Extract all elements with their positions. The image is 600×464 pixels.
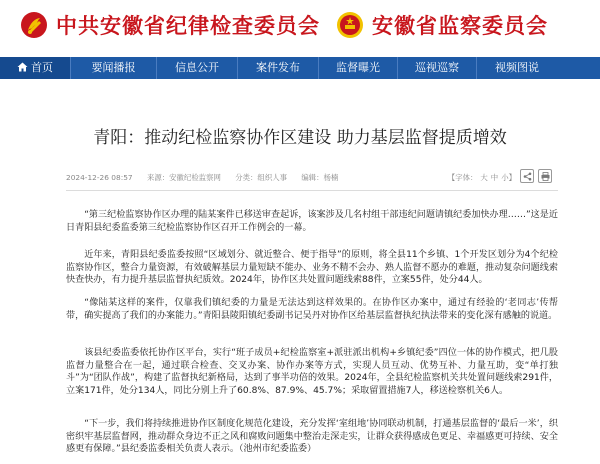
- article-category: 分类：组织人事: [235, 173, 287, 182]
- party-emblem-icon: [20, 11, 48, 39]
- national-emblem-icon: [336, 11, 364, 39]
- brand-left-title: 中共安徽省纪律检查委员会: [56, 13, 320, 38]
- article-paragraph: 近年来，青阳县纪委监委按照“区域划分、就近整合、便于指导”的原则，将全县11个乡镇、1个开发区划分为4个纪检监察协作区，整合力量资源，有效破解基层力量短缺不能办、业务不精不会办、熟人监督不愿办的难题，推动复杂问题线索快查快办，有力提升基层监督执纪质效。2024年，协作区共处置问题线索88件，立案55件，处分44人。: [66, 250, 558, 286]
- brand-left[interactable]: [20, 10, 320, 40]
- font-size-switcher: [448, 172, 516, 183]
- article-paragraph: “下一步，我们将持续推进协作区制度化规范化建设，充分发挥‘室组地’协同联动机制，打通基层监督的‘最后一米’，织密织牢基层监督网，推动群众身边不正之风和腐败问题集中整治走深走实，让群众获得感成色更足、幸福感更可持续、安全感更有保障。”县纪委监委相关负责人表示。（池州市纪委监委）: [66, 419, 558, 455]
- font-size-label: 【字体：: [447, 173, 478, 182]
- share-icon: [523, 172, 532, 181]
- home-icon: [17, 62, 28, 72]
- nav-item-exposure[interactable]: 监督曝光: [336, 61, 380, 74]
- print-button[interactable]: [538, 169, 552, 183]
- article-paragraph: “像陆某这样的案件，仅靠我们镇纪委的力量是无法达到这样效果的。在协作区办案中，通过有经验的‘老同志’传帮带，确实提高了我们的办案能力。”青阳县陵阳镇纪委副书记吴丹对协作区给基层监督执纪执法带来的变化深有感触的说道。: [66, 298, 558, 321]
- article-title: 青阳：推动纪检监察协作区建设 助力基层监督提质增效: [93, 128, 507, 148]
- meta-divider: [66, 190, 558, 191]
- font-size-small[interactable]: 小: [501, 173, 509, 182]
- article-tools: [520, 169, 552, 183]
- nav-item-home[interactable]: [0, 57, 70, 79]
- nav-item-video[interactable]: 视频图说: [495, 61, 539, 74]
- font-size-medium[interactable]: 中: [490, 173, 499, 182]
- nav-item-news[interactable]: 要闻播报: [91, 61, 136, 74]
- print-icon: [541, 172, 550, 181]
- share-button[interactable]: [520, 169, 534, 183]
- article-source: 来源：安徽纪检监察网: [146, 173, 221, 182]
- article-paragraph: 该县纪委监委依托协作区平台，实行“班子成员+纪检监察室+派驻派出机构+乡镇纪委”四位一体的协作模式，把几股监督力量整合在一起，通过联合检查、交叉办案、协作办案等方式，实现人员互动、优势互补、力量互助，变“单打独斗”为“团队作战”，构建了监督执纪新格局，达到了事半功倍的效果。2024年，全县纪检监察机关共处置问题线索291件，立案171件，处分134人，同比分别上升了60.8%、87.9%、45.7%；采取留置措施7人，移送检察机关6人。: [66, 348, 558, 396]
- nav-item-label: 首页: [31, 61, 53, 74]
- brand-right-title: 安徽省监察委员会: [372, 13, 548, 38]
- article-author: 编辑：杨楠: [301, 173, 339, 182]
- font-size-large[interactable]: 大: [480, 173, 488, 182]
- article-date: 2024-12-26 08:57: [66, 173, 133, 182]
- nav-item-disclosure[interactable]: 信息公开: [175, 61, 219, 74]
- nav-item-cases[interactable]: 案件发布: [256, 61, 300, 74]
- font-size-end: 】: [508, 173, 516, 182]
- brand-right[interactable]: [336, 10, 548, 40]
- main-nav: [0, 57, 600, 79]
- nav-item-inspection[interactable]: 巡视巡察: [415, 61, 459, 74]
- site-header: [0, 0, 600, 57]
- article-paragraph: “第三纪检监察协作区办理的陆某案件已移送审查起诉，该案涉及几名村组干部违纪问题请镇纪委加快办理……”这是近日青阳县纪委监委第三纪检监察协作区召开工作例会的一幕。: [66, 210, 558, 233]
